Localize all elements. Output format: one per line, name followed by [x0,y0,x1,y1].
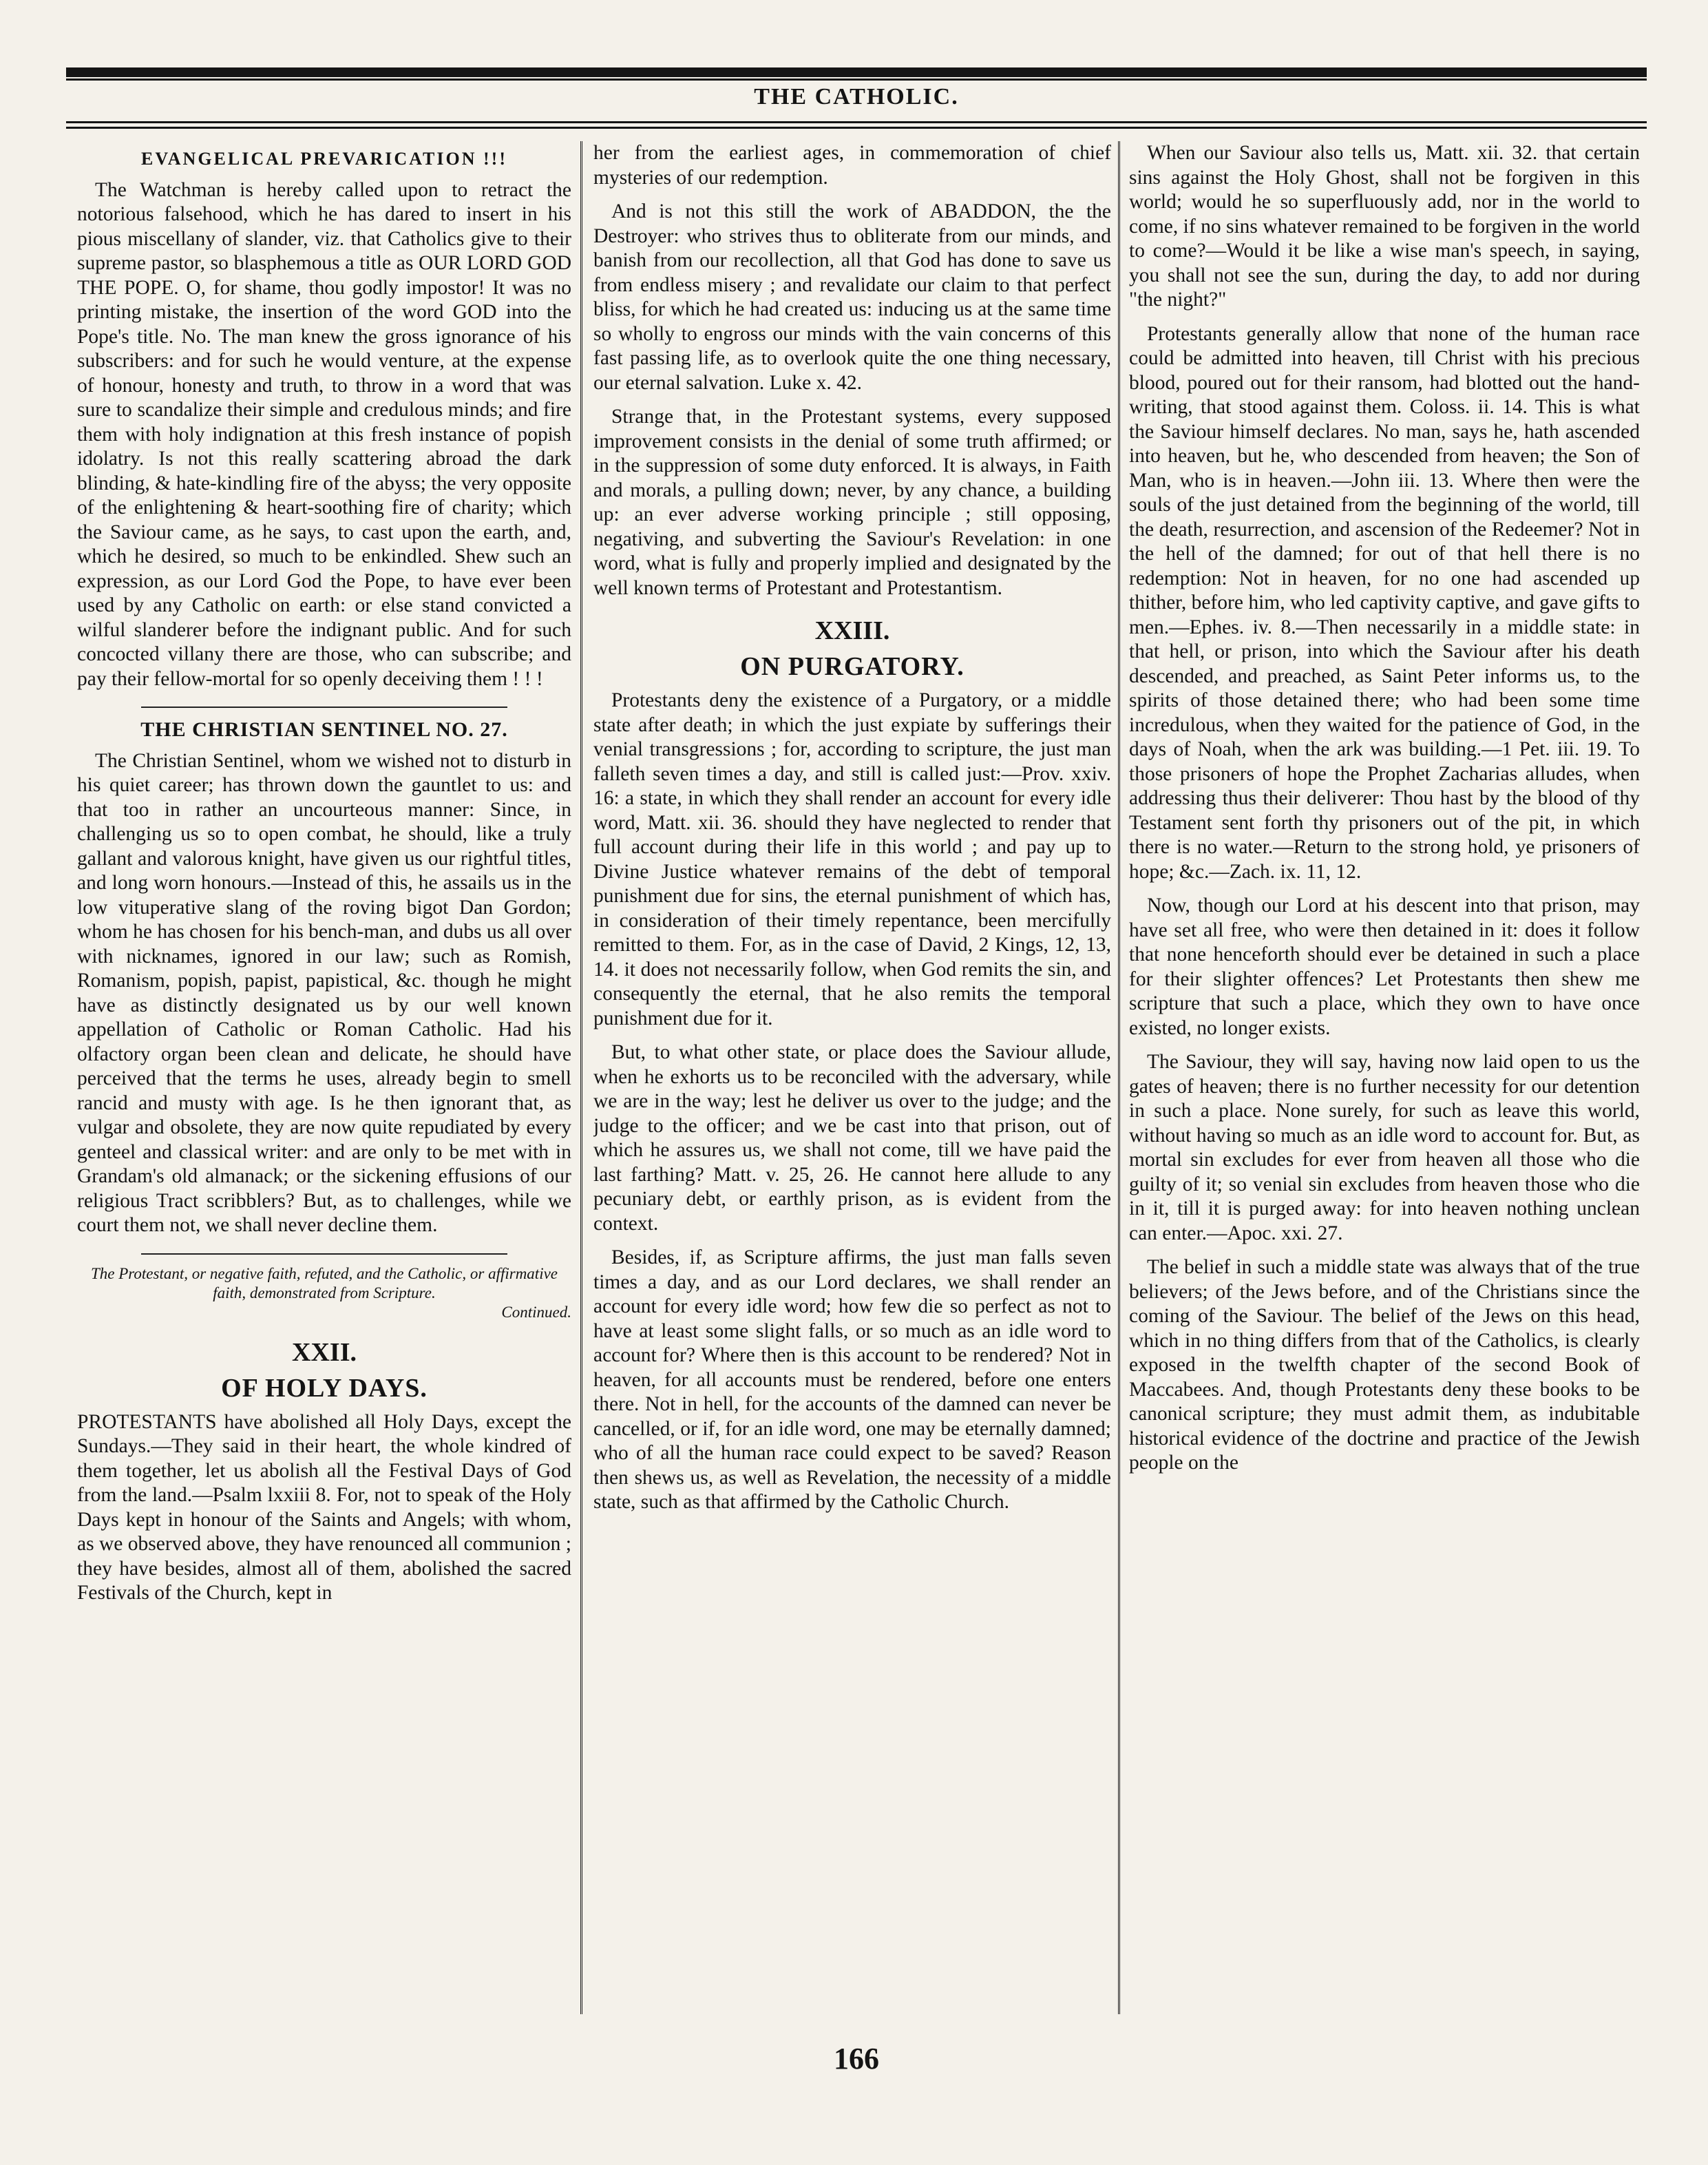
article-paragraph: Protestants deny the existence of a Purgatory, or a middle state after death; in which the just expiate by sufferings their venial transgressions ; for, according to scripture, the just man falleth seven times a day, and still is called just:—Prov. xxiv. 16: a state, in which they shall render an account for every idle word, Matt. xii. 36. should they have neglected to render that full account during their life in this world ; and pay up to Divine Justice whatever remains of the debt of temporal punishment due for sins, the eternal punishment of which has, in consideration of their timely repentance, been mercifully remitted to them. For, as in the case of David, 2 Kings, 12, 13, 14. it does not necessarily follow, when God remits the sin, and consequently the eternal, that he also remits the temporal punishment due for it. [593,689,1111,1029]
section-number-xxii: XXII. [292,1337,357,1367]
section-heading-purgatory: ON PURGATORY. [740,652,964,681]
article-paragraph: When our Saviour also tells us, Matt. xii. 32. that certain sins against the Holy Ghost, shall not be forgiven in this world; would he so superfluously add, nor in the world to come, if no sins whatever remained to be forgiven in the world to come?—Would it be like a wise man's speech, in saying, you shall not see the sun, during the day, to add nor during "the night?" [1129,142,1640,311]
article-paragraph: Now, though our Lord at his descent into that prison, may have set all free, who were then detained in it: does it follow that none henceforth should ever be detained in such a place for their slighter offences? Let Protestants then shew me scripture that such a place, which they own to have once existed, no longer exists. [1129,895,1640,1039]
article-divider [141,707,507,708]
masthead: THE CATHOLIC. [754,84,959,109]
article-paragraph: But, to what other state, or place does the Saviour allude, when he exhorts us to be reconciled with the adversary, while we are in the way; lest he deliver us over to the judge; and the judge to the officer; and we be cast into that prison, out of which he assures us, we shall not come, till we have paid the last farthing? Matt. v. 25, 26. He cannot here allude to any pecuniary debt, or earthly prison, as is evident from the context. [593,1041,1111,1235]
series-note: The Protestant, or negative faith, refuted, and the Catholic, or affirmative faith, demonstrated from Scripture. [91,1264,558,1301]
column-1 [77,141,571,2000]
article-paragraph: The Watchman is hereby called upon to retract the notorious falsehood, which he has dared to insert in his pious miscellany of slander, viz. that Catholics give to their supreme pastor, so blasphemous a title as OUR LORD GOD THE POPE. O, for shame, thou godly impostor! It was no printing mistake, the insertion of the word GOD into the Pope's title. No. The man knew the gross ignorance of his subscribers: and for such he would venture, at the expense of honour, honesty and truth, to throw in a word that was sure to scandalize their simple and credulous minds; and fire them with holy indignation at this fresh instance of popish idolatry. Is not this really scattering abroad the dark blinding, & hate-kindling fire of the abyss; the very opposite of the enlightening & heart-soothing fire of charity; which the Saviour came, as he says, to cast upon the earth, and, which he desired, so much to be enkindled. Shew such an expression, as our Lord God the Pope, to have ever been used by any Catholic on earth: or else stand convicted a wilful slanderer before the indignant public. And for such concocted villany there are those, who can subscribe; and pay their fellow-mortal for so openly deceiving them ! ! ! [77,178,571,690]
article-paragraph: PROTESTANTS have abolished all Holy Days, except the Sundays.—They said in their heart, the whole kindred of them together, let us abolish all the Festival Days of God from the land.—Psalm lxxiii 8. For, not to speak of the Holy Days kept in honour of the Saints and Angels; with whom, as we observed above, they have renounced all communion ; they have besides, almost all of them, abolished the sacred Festivals of the Church, kept in [77,1410,571,1604]
article-paragraph: Protestants generally allow that none of the human race could be admitted into heaven, till Christ with his precious blood, poured out for their ransom, had blotted out the hand-writing, that stood against them. Coloss. ii. 14. This is what the Saviour himself declares. No man, says he, hath ascended into heaven, but he, who descended from heaven; the Son of Man, who is in heaven.—John iii. 13. Where then were the souls of the just detained from the beginning of the world, till the death, resurrection, and ascension of the Redeemer? Not in the hell of the damned; for out of that hell there is no redemption: Not in heaven, for no one had ascended up thither, before him, who led captivity captive, and gave gifts to men.—Ephes. iv. 8.—Then necessarily in a middle state: in that hell, or prison, into which the Saviour after his death descended, and preached, as Saint Peter informs us, to the spirits of those detained there; who had been some time incredulous, when they waited for the patience of God, in the days of Noah, when the ark was building.—1 Pet. iii. 19. To those prisoners of hope the Prophet Zacharias alludes, when addressing thus their deliverer: Thou hast by the blood of thy Testament sent forth thy prisoners out of the pit, in which there is no water.—Return to the strong hold, ye prisoners of hope; &c.—Zach. ix. 11, 12. [1129,322,1640,883]
article-heading-evangelical-prevarication: EVANGELICAL PREVARICATION !!! [141,149,507,169]
page-number: 166 [834,2042,879,2075]
article-paragraph: Strange that, in the Protestant systems, every supposed improvement consists in the denial of some truth affirmed; or in the suppression of some duty enforced. It is always, in Faith and morals, a pulling down; never, by any chance, a building up: an ever adverse working principle ; still opposing, negativing, and subverting the Saviour's Revelation: in one word, what is fully and properly implied and designated by the well known terms of Protestant and Protestantism. [593,406,1111,599]
column-2 [593,141,1111,2000]
top-rule-thick [66,67,1647,77]
continued-label: Continued. [501,1303,571,1321]
top-rule-thin [66,79,1647,81]
article-paragraph: And is not this still the work of ABADDON, the the Destroyer: who strives thus to obliterate from our minds, and banish from our recollection, all that God has done to save us from endless misery ; and revalidate our claim to that perfect bliss, for which he had created us: inducing us at the same time so wholly to engross our minds with the vain concerns of this fast passing life, as to overlook quite the one thing necessary, our eternal salvation. Luke x. 42. [593,200,1111,394]
article-paragraph: Besides, if, as Scripture affirms, the just man falls seven times a day, and as our Lord declares, we shall render an account for every idle word; how few die so perfect as not to have at least some slight falls, or so much as an idle word to account for? Where then is this account to be rendered? Not in heaven, for all accounts must be rendered, before one enters there. Not in hell, for the accounts of the damned can never be cancelled, or if, for an idle word, one may be eternally damned; who of all the human race could expect to be saved? Reason then shews us, as well as Revelation, the necessity of a middle state, such as that affirmed by the Catholic Church. [593,1246,1111,1513]
section-heading-holy-days: OF HOLY DAYS. [221,1373,428,1403]
masthead-rule-1 [66,121,1647,123]
masthead-rule-2 [66,127,1647,129]
article-paragraph: The Christian Sentinel, whom we wished not to disturb in his quiet career; has thrown down the gauntlet to us: and that too in rather an uncourteous manner: Since, in challenging us so to open combat, he should, like a truly gallant and valorous knight, have given us our rightful titles, and long worn honours.—Instead of this, he assails us in the low vituperative slang of the roving bigot Dan Gordon; whom he has chosen for his bench-man, and dubs us all over with nicknames, ignored in our law; such as Romish, Romanism, popish, papist, papistical, &c. though he might have as distinctly designated us by our well known appellation of Catholic or Roman Catholic. Had his olfactory organ been clean and delicate, he should have perceived that the terms he uses, already begin to smell rancid and musty with age. Is he then ignorant that, as vulgar and obsolete, they are now quite repudiated by every genteel and classical writer: and are only to be met with in Grandam's old almanack; or the sickening effusions of our religious Tract scribblers? But, as to challenges, while we court them not, we shall never decline them. [77,749,571,1236]
article-heading-christian-sentinel: THE CHRISTIAN SENTINEL NO. 27. [140,718,508,741]
article-paragraph: The Saviour, they will say, having now laid open to us the gates of heaven; there is no further necessity for our detention in such a place. None surely, for such as leave this world, without having so much as an idle word to account for. But, as mortal sin excludes for ever from heaven all those who die guilty of it; so venial sin excludes from heaven those who die in it, till it is purged away: for into heaven nothing unclean can enter.—Apoc. xxi. 27. [1129,1051,1640,1244]
article-divider [141,1253,507,1255]
section-number-xxiii: XXIII. [814,616,890,645]
article-paragraph: The belief in such a middle state was always that of the true believers; of the Jews before, and of the Christians since the coming of the Saviour. The belief of the Jews on this head, which in no thing differs from that of the Catholics, is clearly exposed in the twelfth chapter of the second Book of Maccabees. And, though Protestants deny these books to be canonical scripture; they must admit them, as indubitable historical evidence of the doctrine and practice of the Jewish people on the [1129,1256,1640,1474]
column-3 [1129,141,1640,2000]
column-divider-2 [1118,141,1120,2014]
column-divider-1 [580,141,582,2014]
article-paragraph: her from the earliest ages, in commemoration of chief mysteries of our redemption. [593,142,1111,189]
